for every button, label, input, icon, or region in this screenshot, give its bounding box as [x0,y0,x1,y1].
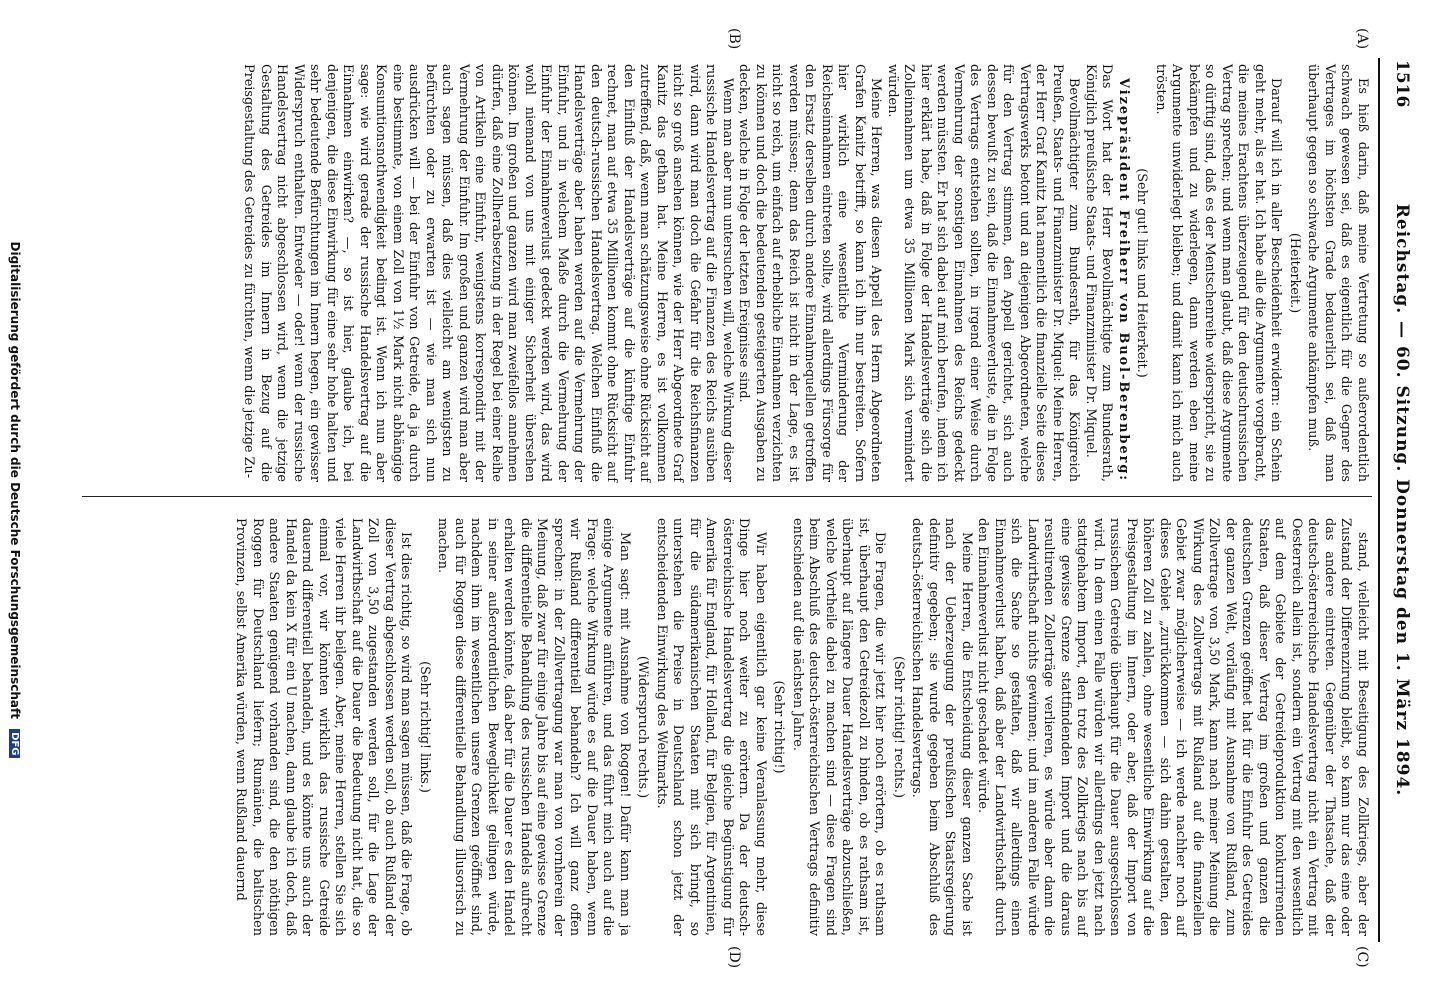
running-title: Reichstag. — 60. Sitzung. Donnerstag den 1. März 1894. [1392,203,1412,797]
text-column-right [232,518,1370,936]
paragraph-text: Meine Herren, die Entscheidung dieser ganzen Sache ist nach der Ueberzeugung der preußischen Staatsregierung definitiv gegeben; sie wurde gegeben beim Abschluß des deutsch-österreichischen Handelsvertrags. [909,518,974,936]
paragraph-text: Meine Herren, was diesen Appell des Herrn Abgeordneten Grafen Kanitz betrifft, so kann ich ihn nur bestreiten. Sofern hier wirklich eine wesentliche Verminderung der Reichseinnahmen eintreten sollte, wird allerdings Fürsorge für den Ersatz derselben durch andere Einnahmequellen getroffen werden müssen; denn das Reich ist nicht in der Lage, es ist nicht so reich, um einfach auf erhebliche Einnahmen verzichten zu können und doch die bedeutenden gesteigerten Ausgaben zu decken, welche in Folge der letzten Ereignisse sind. [736,64,884,482]
paragraph-text: Bevollmächtigter zum Bundesrath, für das Königreich Preußen, Staats- und Finanzminister Dr. Miquel: Meine Herren, der Herr Graf Kanitz hat namentlich die finanzielle Seite dieses Vertragswerks betont und an diejenigen Abgeordneten, welche für den Vertrag stimmen, den Appell gerichtet, sich auch dessen bewußt zu sein, daß die Einnahmeverluste, die in Folge des Vertrags entstehen sollten, in irgend einer Weise durch Vermehrung der sonstigen Einnahmen des Reichs gedeckt werden müssten. Er hat sich dabei auf mich berufen, indem ich hier erklärt habe, daß in Folge der Handelsverträge sich die Zolleinnahmen um etwa 35 Millionen Mark sich vermindert würden. [885,64,1082,482]
header-rule [1378,58,1380,942]
column-rule [82,496,1372,497]
paragraph-text: Es hieß darin, daß meine Vertretung so außerordentlich schwach gewesen sei, daß es eigentlich für die Gegner des Vertrages im höchsten Grade bedauerlich sei, daß man überhaupt gegen so schwache Argumente ankämpfen muß. [1305,64,1370,482]
paragraph [908,518,974,936]
paragraph-text: Darauf will ich in aller Bescheidenheit erwidern: ein Schein geht mehr, als er hat. Ich habe alle die Argumente vorgebracht, die meines Erachtens überzeugend für den deutschrussischen Vertrag sprechen; und wenn man glaubt, daß diese Argumente so dürftig sind, daß es der Mentschenreihe widerspricht, sie zu bekämpfen und zu widerlegen, dann werden eben meine Argumente unwiderlegt bleiben; und damit kann ich mich auch trösten. [1153,64,1284,482]
margin-mark-c: (C) [1354,946,1370,968]
paragraph [1304,64,1370,482]
paragraph-text: (Widerspruch rechts.) [635,655,651,799]
paragraph-text: Die Fragen, die wir jetzt hier noch erörtern, ob es rathsam ist, überhaupt den Getreidezoll zu binden, ob es rathsam ist, überhaupt auf längere Dauer Handelsverträge abzuschließen, welche Vortheile dabei zu machen sind — diese Fragen sind beim Abschluß des deutsch-österreichischen Vertrags definitiv entschieden auf die nächsten Jahre. [790,518,888,936]
paragraph [884,64,1082,482]
paragraph-text: (Sehr richtig! links.) [417,661,432,793]
paragraph-text: (Heiterkeit.) [1287,232,1302,314]
paragraph [735,64,884,482]
paragraph-text: Wenn man aber nun untersuchen will, welche Wirkung dieser russische Handelsvertrag auf die Finanzen des Reichs ausüben wird, dann wird man doch die Gefahr für die Reichsfinanzen nicht so groß ansehen können, wie der Herr Abgeordnete Graf Kanitz das gethan hat. Meine Herren, es ist vollkommen zutreffend, daß, wenn man schätzungsweise ohne Rücksicht auf den Einfluß der Handelsverträge auf die künftige Einfuhr rechnet, man auf etwa 35 Millionen kommt ohne Rücksicht auf den deutsch-russischen Handelsvertrag. Welchen Einfluß die Handelsverträge aber haben werden auf die Vermehrung der Einfuhr, und in welchem Maße durch die Vermehrung der Einfuhr der Einnahmeverlust gedeckt werden wird, das wird wohl niemand von uns mit einiger Sicherheit übersehen können. Im großen und ganzen wird man zweifellos annehmen dürfen, daß eine Zollherabsetzung in der Regel bei einer Reihe von Artikeln eine Einfuhr, wenigstens korrespondirt mit der Vermehrung der Einfuhr. Im großen und ganzen wird man aber auch sagen müssen, daß dies vielleicht am wenigsten zu befürchten oder zu erwarten ist — wie man sich nun ausdrücken will — bei der Einfuhr von Getreide, da ja durch eine bestimmte, von einem Zoll von 1½ Mark nicht abhängige Konsumtionsnothwendigkeit bedingt ist. Wenn ich nun aber sage: wie wird gerade der russische Handelsvertrag auf die Einnahmen einwirken? —, so ist hier, glaube ich, bei denjenigen, die diese Einwirkung für eine sehr hohe halten und sehr bedeutende Befürchtungen im Innern hegen, ein gewisser Widerspruch enthalten. Entweder — oder! wenn der russische Handelsvertrag nicht abgeschlossen wird, wenn die jetzige Gestaltung des Getreides im Innern in Bezug auf die Preisgestaltung des Getreides zu fürchten, wenn die jetzige Zu- [241,64,735,482]
footer-text: Digitalisierung gefördert durch die Deutsche Forschungsgemeinschaft [8,241,22,719]
paragraph [434,518,632,936]
paragraph [653,518,769,936]
stage-direction [890,518,907,936]
paragraph [240,64,735,482]
page-header [1376,60,1416,940]
paragraph [789,518,888,936]
paragraph-text: (Sehr gut! links und Heiterkeit.) [1134,168,1150,378]
text-column-left [240,64,1370,482]
margin-mark-d: (D) [726,946,742,969]
paragraph-text: stand, vielleicht mit Beseitigung des Zollkriegs, aber der Zustand der Differenzirung bleibt, so kann nur das eine oder das andere eintreten. Gegenüber der Thatsache, daß der deutsch-österreichische Handelsvertrag nicht ein Vertrag mit Oesterreich allein ist, sondern ein Vertrag mit den wesentlich auf dem Gebiete der Getreideproduktion konkurrirenden Staaten, daß dieser Vertrag im großen und ganzen die deutschen Grenzen geöffnet hat für die Einfuhr des Getreides der ganzen Welt, vorläufig mit Ausnahme von Rußland, zum Zollvertrage von 3,50 Mark, kann nach meiner Meinung die Wirkung des Zollvertrags mit Rußland auf die finanziellen Gebiet zwar möglicherweise — ich werde nachher noch auf dieses Gebiet „zurückkommen — sich dahin gestalten, den höheren Zoll zu zahlen, ohne wesentliche Einwirkung auf die Preisgestaltung im Innern, oder aber, daß der Import von russischem Getreide überhaupt für die Dauer ausgeschlossen wird. In dem einen Falle würden wir allerdings den jetzt nach stattgehabtem Import, den trotz des Zollkriegs nach bis auf eine gewisse Grenze stattfindenden Import und die daraus resultirenden Zollerträge verlieren, es würde aber dann die Landwirthschaft nichts gewinnen; und im anderen Falle würde sich die Sache so gestalten, daß wir allerdings einen Einnahmeverlust haben, daß aber der Landwirthschaft durch den Einnahmeverlust nicht geschadet würde. [975,518,1370,936]
paragraph-text: Man sagt: mit Ausnahme von Roggen! Dafür kann man ja einige Argumente anführen, und das führt mich auch auf die Frage: welche Wirkung würde es auf die Dauer haben, wenn wir Rußland differentiell behandeln? Ich will ganz offen sprechen: in der Zollvertragung war man von vornherein der Meinung, daß zwar für einige Jahre bis auf eine gewisse Grenze die differentielle Behandlung des russischen Handels aufrecht erhalten werden könnte, daß aber für die Dauer es den Handel in seiner außerordentlichen Beweglichkeit gelingen würde, nachdem ihm im wesentlichen unsere Grenzen geöffnet sind, auch für Roggen diese differentielle Behandlung illusorisch zu machen. [435,518,632,936]
speaker-name: Vizepräsident Freiherr von Buol-Berenberg: [1116,78,1131,482]
paragraph [974,518,1370,936]
stage-direction [770,518,787,936]
paragraph [1082,64,1132,482]
stage-direction [1133,64,1150,482]
paragraph-text: Wir haben eigentlich gar keine Veranlassung mehr, diese Dinge hier noch weiter zu erörtern. Da der deutsch-österreichische Handelsvertrag die gleiche Begünstigung für Amerika für England, für Holland, für Belgien, für Argentinien, für die südamerikanischen Staaten mit sich bringt, so unterstehen die Preise in Deutschland schon jetzt der entscheidenden Einwirkung des Weltmarkts. [654,518,768,936]
paragraph [232,518,414,936]
paragraph-text: (Sehr richtig! rechts.) [891,656,906,798]
page-number: 1516 [1392,60,1412,108]
paragraph-text: Ist dies richtig, so wird man sagen müssen, daß die Frage, ob dieser Vertrag abgeschlossen werden soll, ob auch Rußland der Zoll von 3,50 zugestanden werden soll, für die Lage der Landwirthschaft auf die Dauer die Bedeutung nicht hat, die so viele Herren ihr beilegen. Aber, meine Herren, stellen Sie sich einmal vor, wir könnten wirklich das russische Getreide dauernd differentiell behandeln, und es könnte uns auch der Handel da kein X für ein U machen, dann glaube ich doch, daß andere Staaten genügend vorhanden sind, die den nöthigen Roggen für Deutschland liefern; Rumänien, die baltischen Provinzen, selbst Amerika würden, wenn Rußland dauernd [233,518,414,936]
margin-mark-a: (A) [1354,28,1370,50]
paragraph [1152,64,1284,482]
paragraph-text: Das Wort hat der Herr Bevollmächtigte zum Bundesrath, Königlich preußische Staats- und Finanzminister Dr. Miquel. [1083,64,1115,482]
stage-direction [416,518,433,936]
stage-direction [1286,64,1303,482]
paragraph-text: (Sehr richtig!) [771,680,787,774]
margin-mark-b: (B) [726,28,742,50]
stage-direction [634,518,651,936]
digitization-footer [0,0,22,1000]
dfg-logo: DFG [9,729,20,758]
